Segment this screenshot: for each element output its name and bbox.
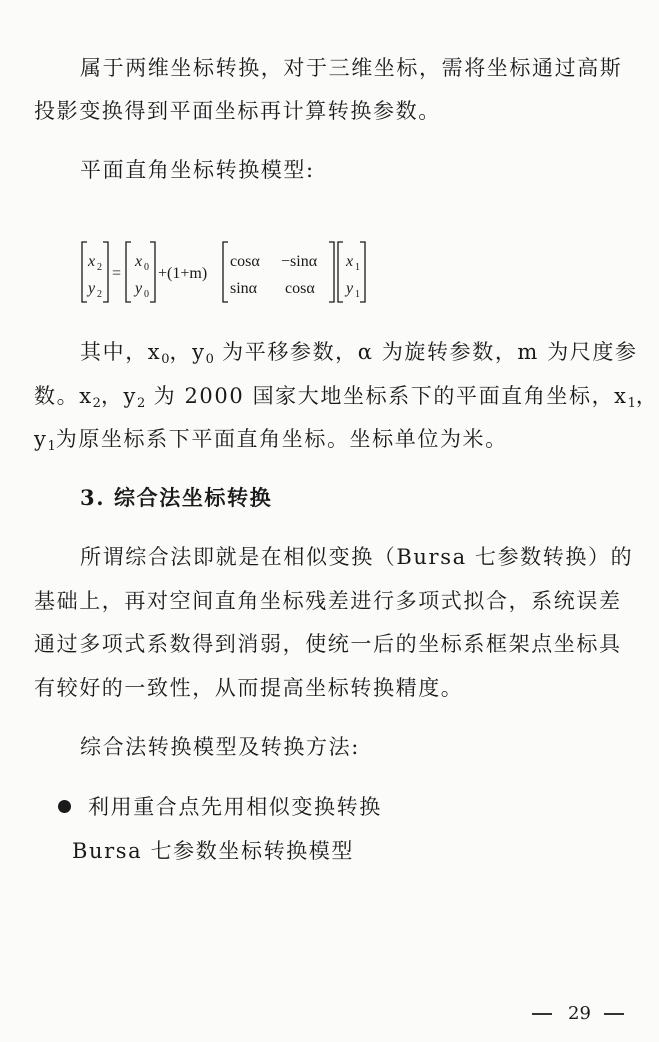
bracket-translation-close: [150, 242, 155, 302]
paragraph-2-line-3: [34, 424, 508, 462]
var-x1-sub: 1: [355, 262, 360, 273]
bursa-label: Bursa 七参数坐标转换模型: [72, 839, 354, 863]
var-y0: y: [135, 280, 143, 297]
bracket-left-open: [82, 242, 87, 302]
bracket-source-close: [360, 242, 365, 302]
var-x2: x: [88, 253, 96, 270]
var-x0-sub: 0: [144, 262, 149, 273]
footer-dash-left: [532, 1013, 552, 1015]
var-y2: y: [88, 280, 96, 297]
p2-l2-sub-a: 2: [92, 396, 101, 411]
method-label: 综合法转换模型及转换方法:: [80, 735, 360, 759]
var-x0: x: [135, 253, 143, 270]
var-x1: x: [346, 253, 354, 270]
matrix-m21: sinα: [230, 280, 258, 297]
p2-l2-text-c: 为 2000 国家大地坐标系下的平面直角坐标，x: [145, 384, 628, 408]
bracket-left-close: [103, 242, 108, 302]
equals-sign: =: [112, 265, 122, 282]
paragraph-1-line-2: 投影变换得到平面坐标再计算转换参数。: [34, 99, 441, 123]
p2-l1-text-c: 为平移参数，α 为旋转参数，m 为尺度参: [213, 340, 638, 364]
var-y0-sub: 0: [144, 289, 149, 300]
paragraph-2-line-2: [34, 381, 659, 419]
matrix-m22: cosα: [285, 280, 315, 297]
bullet-dot-icon: [58, 800, 71, 813]
p2-l2-text-a: 数。x: [34, 384, 93, 408]
var-y1: y: [346, 280, 354, 297]
p2-l1-sub-a: 0: [161, 352, 170, 367]
paragraph-2-line-1: [80, 337, 638, 375]
page-number: 29: [568, 1003, 591, 1024]
p2-l3-sub-a: 1: [47, 439, 56, 454]
matrix-m12: −sinα: [281, 253, 318, 270]
matrix-m11: cosα: [230, 253, 260, 270]
section-heading: 3. 综合法坐标转换: [80, 485, 273, 510]
paragraph-3-line-2: 基础上，再对空间直角坐标残差进行多项式拟合，系统误差: [34, 589, 622, 613]
bullet-item-text: 利用重合点先用相似变换转换: [88, 795, 382, 819]
p2-l2-sub-c: 1: [627, 396, 636, 411]
model-label: 平面直角坐标转换模型:: [80, 158, 315, 182]
p2-l1-text-a: 其中，x: [80, 340, 162, 364]
paragraph-3-line-3: 通过多项式系数得到消弱，使统一后的坐标系框架点坐标具: [34, 632, 622, 656]
footer-dash-right: [604, 1013, 624, 1015]
bracket-matrix-close: [329, 242, 334, 302]
p2-l2-text-d: ，: [635, 384, 659, 408]
paragraph-3-line-4: 有较好的一致性，从而提高坐标转换精度。: [34, 676, 464, 700]
p2-l2-sub-b: 2: [137, 396, 146, 411]
var-y2-sub: 2: [97, 289, 102, 300]
paragraph-3-line-1: 所谓综合法即就是在相似变换（Bursa 七参数转换）的: [80, 545, 634, 569]
p2-l1-text-b: ，y: [169, 340, 206, 364]
p2-l3-text-b: 为原坐标系下平面直角坐标。坐标单位为米。: [55, 427, 508, 451]
bracket-matrix-open: [223, 242, 228, 302]
var-x2-sub: 2: [97, 262, 102, 273]
p2-l3-text-a: y: [34, 427, 48, 451]
p2-l1-sub-b: 0: [205, 352, 214, 367]
bracket-source-open: [338, 242, 343, 302]
paragraph-1-line-1: 属于两维坐标转换，对于三维坐标，需将坐标通过高斯: [80, 56, 623, 80]
p2-l2-text-b: ，y: [100, 384, 138, 408]
var-y1-sub: 1: [355, 289, 360, 300]
conversion-formula: [80, 240, 380, 306]
scale-factor: +(1+m): [158, 265, 208, 282]
bracket-translation-open: [126, 242, 131, 302]
